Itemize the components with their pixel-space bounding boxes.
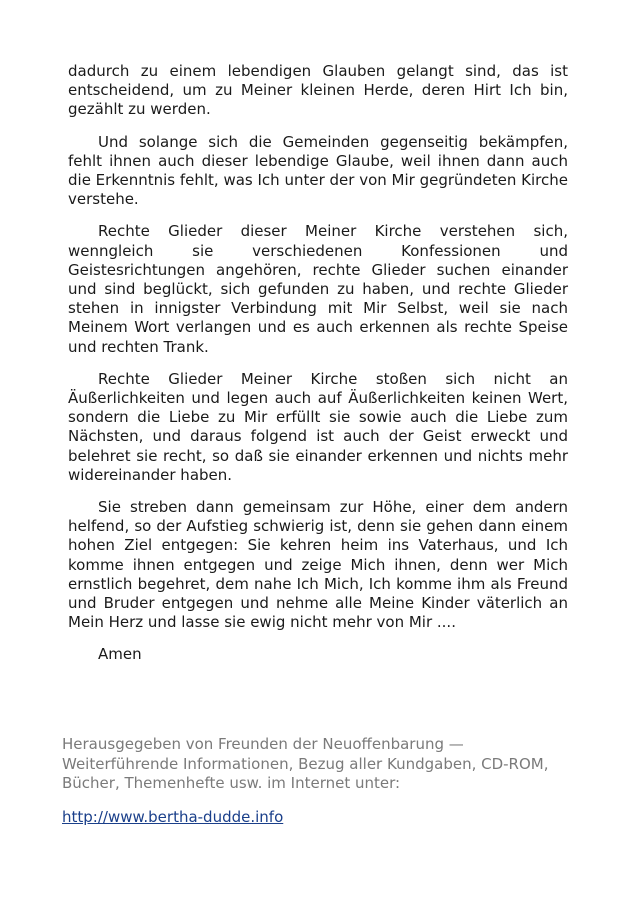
website-link[interactable]: http://www.bertha-dudde.info [62,807,284,826]
footer-publisher-note: Herausgegeben von Freunden der Neuoffenbarung — Weiterführende Informationen, Bezug aller Kundgaben, CD-ROM, Bücher, Themenhefte usw. im Internet unter: [62,735,549,792]
document-body [68,62,568,665]
paragraph-1: dadurch zu einem lebendigen Glauben gelangt sind, das ist entscheidend, um zu Meiner kleinen Herde, deren Hirt Ich bin, gezählt zu werden. [68,62,568,119]
paragraph-4: Rechte Glieder Meiner Kirche stoßen sich nicht an Äußerlichkeiten und legen auch auf Äußerlichkeiten keinen Wert, sondern die Liebe zu Mir erfüllt sie sowie auch die Liebe zum Nächsten, und daraus folgend ist auch der Geist erweckt und belehret sie recht, so daß sie einander erkennen und nichts mehr widereinander haben. [68,369,568,484]
closing-amen: Amen [98,645,142,664]
paragraph-3: Rechte Glieder dieser Meiner Kirche verstehen sich, wenngleich sie verschiedenen Konfessionen und Geistesrichtungen angehören, rechte Glieder suchen einander und sind beglückt, sich gefunden zu haben, und rechte Glieder stehen in innigster Verbindung mit Mir Selbst, weil sie nach Meinem Wort verlangen und es auch erkennen als rechte Speise und rechten Trank. [68,222,568,356]
paragraph-5: Sie streben dann gemeinsam zur Höhe, einer dem andern helfend, so der Aufstieg schwierig ist, denn sie gehen dann einem hohen Ziel entgegen: Sie kehren heim ins Vaterhaus, und Ich komme ihnen entgegen und zeige Mich ihnen, denn wer Mich ernstlich begehret, dem nahe Ich Mich, Ich komme ihm als Freund und Bruder entgegen und nehme alle Meine Kinder väterlich an Mein Herz und lasse sie ewig nicht mehr von Mir .... [68,498,568,632]
paragraph-2: Und solange sich die Gemeinden gegenseitig bekämpfen, fehlt ihnen auch dieser lebendige Glaube, weil ihnen dann auch die Erkenntnis fehlt, was Ich unter der von Mir gegründeten Kirche verstehe. [68,132,568,209]
footer [62,735,582,826]
